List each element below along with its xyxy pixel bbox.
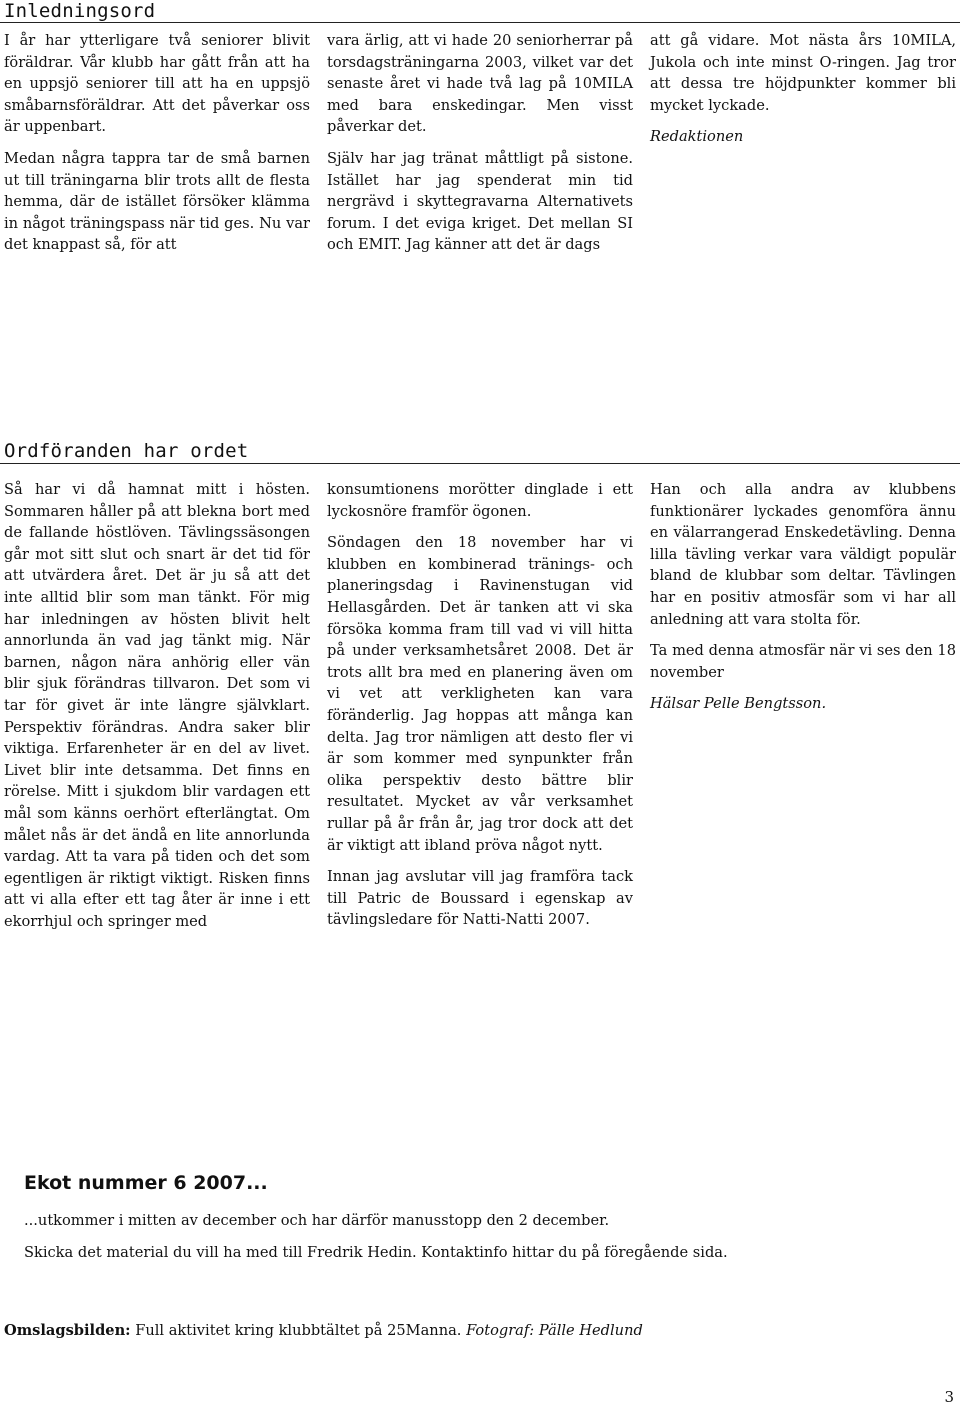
cover-caption-text: Full aktivitet kring klubbtältet på 25Manna. [135,1322,462,1339]
chairman-paragraph: Innan jag avslutar vill jag framföra tack till Patric de Boussard i egenskap av tävlingsledare för Natti-Natti 2007. [327,868,633,929]
ekot-deadline-text: ...utkommer i mitten av december och har därför manusstopp den 2 december. [24,1212,610,1229]
intro-signature: Redaktionen [650,128,744,146]
intro-paragraph: I år har ytterligare två seniorer blivit föräldrar. Vår klubb har gått från att ha en uppsjö seniorer till att ha en uppsjö småbarnsföräldrar. Att det påverkar oss är uppenbart. [4,32,310,136]
intro-column-2 [327,30,633,256]
chairman-column-2 [327,479,633,941]
ekot-contact-text: Skicka det material du vill ha med till Fredrik Hedin. Kontaktinfo hittar du på föregående sida. [24,1244,728,1261]
intro-paragraph: vara ärlig, att vi hade 20 seniorherrar på torsdagsträningarna 2003, vilket var det senaste året vi hade två lag på 10MILA med bara enskedingar. Men visst påverkar det. [327,32,633,136]
chairman-signature: Hälsar Pelle Bengtsson. [650,695,827,713]
chairman-paragraph: Han och alla andra av klubbens funktionärer lyckades genomföra ännu en välarrangerad Enskedetävling. Denna lilla tävling verkar vara väldigt populär bland de klubbar som deltar. Tävlingen har en positiv atmosfär som vi har all anledning att vara stolta för. [650,481,956,628]
chairman-column-3 [650,479,956,725]
chairman-paragraph: Så har vi då hamnat mitt i hösten. Sommaren håller på att blekna bort med de fallande höstlöven. Tävlingssäsongen går mot sitt slut och snart är det tid för att utvärdera året. Det är ju så att det inte alltid blir som man tänkt. För mig har inledningen av hösten blivit helt annorlunda än vad jag tänkt mig. När barnen, någon nära anhörig eller vän blir sjuk förändras tillvaron. Det som vi tar för givet är inte längre självklart. Perspektiv förändras. Andra saker blir viktiga. Erfarenheter är en del av livet. Livet blir inte detsamma. Det finns en rörelse. Mitt i sjukdom blir vardagen ett mål som känns oerhört efterlängtat. Om målet nås är det ändå en lite annorlunda vardag. Att ta vara på tiden och det som egentligen är riktigt viktigt. Risken finns att vi alla efter ett tag åter är inne i ett ekorrhjul och springer med [4,481,310,930]
page-number: 3 [944,1388,954,1406]
chairman-paragraph: Söndagen den 18 november har vi klubben en kombinerad tränings- och planeringsdag i Ravinenstugan vid Hellasgården. Det är tanken att vi ska försöka komma fram till vad vi vill hitta på under verksamhetsåret 2008. Det är trots allt bra med en planering även om vi vet att verkligheten kan vara föränderlig. Jag hoppas att många kan delta. Jag tror nämligen att desto fler vi är som kommer med synpunkter från olika perspektiv desto bättre blir resultatet. Mycket av vår verksamhet rullar på år från år, jag tror dock att det är viktigt att ibland pröva något nytt. [327,534,633,854]
section-divider [0,463,960,464]
intro-column-3 [650,30,956,148]
chairman-paragraph: Ta med denna atmosfär när vi ses den 18 november [650,642,956,681]
intro-paragraph: Själv har jag tränat måttligt på sistone. Istället har jag spenderat min tid nergrävd i skyttegravarna Alternativets forum. I det eviga kriget. Det mellan SI och EMIT. Jag känner att det är dags [327,149,633,254]
chairman-column-1 [4,479,310,942]
intro-paragraph: Medan några tappra tar de små barnen ut till träningarna blir trots allt de flesta hemma, där de istället försöker klämma in något träningspass när tid ges. Nu var det knappast så, för att [4,149,310,254]
chairman-paragraph: konsumtionens morötter dinglade i ett lyckosnöre framför ögonen. [327,481,633,520]
intro-paragraph: att gå vidare. Mot nästa års 10MILA, Jukola och inte minst O-ringen. Jag tror att dessa tre höjdpunkter kommer bli mycket lyckade. [650,32,956,114]
cover-photo-credit: Fotograf: Pälle Hedlund [466,1322,643,1339]
section-divider [0,22,960,23]
intro-column-1 [4,30,310,256]
cover-caption-label: Omslagsbilden: [4,1322,131,1339]
section-title-ordforanden: Ordföranden har ordet [4,440,249,462]
ekot-heading: Ekot nummer 6 2007... [24,1172,268,1194]
cover-caption [4,1322,643,1339]
section-title-inledningsord: Inledningsord [4,0,156,22]
